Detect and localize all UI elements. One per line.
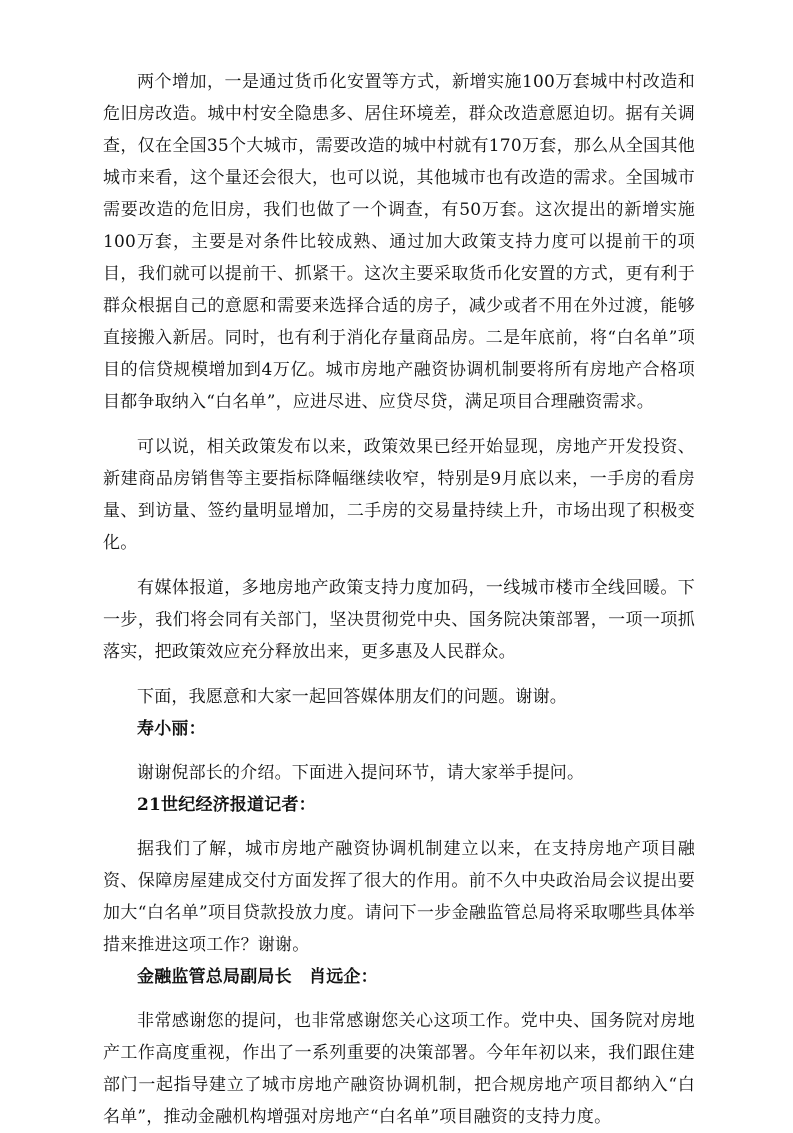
paragraph-official-answer: 非常感谢您的提问，也非常感谢您关心这项工作。党中央、国务院对房地产工作高度重视，作出了一系列重要的决策部署。今年年初以来，我们跟住建部门一起指导建立了城市房地产融资协调机制，把合规房地产项目都纳入“白名单”，推动金融机构增强对房地产“白名单”项目融资的支持力度。 bbox=[103, 1011, 695, 1127]
paragraph-host-remarks: 谢谢倪部长的介绍。下面进入提问环节，请大家举手提问。 bbox=[137, 763, 585, 783]
speaker-host: 寿小丽： bbox=[137, 719, 206, 739]
paragraph-next-steps: 有媒体报道，多地房地产政策支持力度加码，一线城市楼市全线回暖。下一步，我们将会同有关部门，坚决贯彻党中央、国务院决策部署，一项一项抓落实，把政策效应充分释放出来，更多惠及人民群众。 bbox=[103, 578, 695, 662]
speaker-official: 金融监管总局副局长 肖远企： bbox=[137, 967, 378, 987]
speaker-reporter: 21世纪经济报道记者： bbox=[137, 795, 316, 815]
document-page bbox=[103, 66, 695, 1133]
paragraph-two-increases: 两个增加，一是通过货币化安置等方式，新增实施100万套城中村改造和危旧房改造。城中村安全隐患多、居住环境差，群众改造意愿迫切。据有关调查，仅在全国35个大城市，需要改造的城中村就有170万套，那么从全国其他城市来看，这个量还会很大，也可以说，其他城市也有改造的需求。全国城市需要改造的危旧房，我们也做了一个调查，有50万套。这次提出的新增实施100万套，主要是对条件比较成熟、通过加大政策支持力度可以提前干的项目，我们就可以提前干、抓紧干。这次主要采取货币化安置的方式，更有利于群众根据自己的意愿和需要来选择合适的房子，减少或者不用在外过渡，能够直接搬入新居。同时，也有利于消化存量商品房。二是年底前，将“白名单”项目的信贷规模增加到4万亿。城市房地产融资协调机制要将所有房地产合格项目都争取纳入“白名单”，应进尽进、应贷尽贷，满足项目合理融资需求。 bbox=[103, 72, 695, 412]
paragraph-invite-questions: 下面，我愿意和大家一起回答媒体朋友们的问题。谢谢。 bbox=[137, 687, 567, 707]
paragraph-reporter-question: 据我们了解，城市房地产融资协调机制建立以来，在支持房地产项目融资、保障房屋建成交付方面发挥了很大的作用。前不久中央政治局会议提出要加大“白名单”项目贷款投放力度。请问下一步金融监管总局将采取哪些具体举措来推进这项工作？谢谢。 bbox=[103, 839, 695, 955]
paragraph-policy-effects: 可以说，相关政策发布以来，政策效果已经开始显现，房地产开发投资、新建商品房销售等主要指标降幅继续收窄，特别是9月底以来，一手房的看房量、到访量、签约量明显增加，二手房的交易量持续上升，市场出现了积极变化。 bbox=[103, 437, 695, 553]
